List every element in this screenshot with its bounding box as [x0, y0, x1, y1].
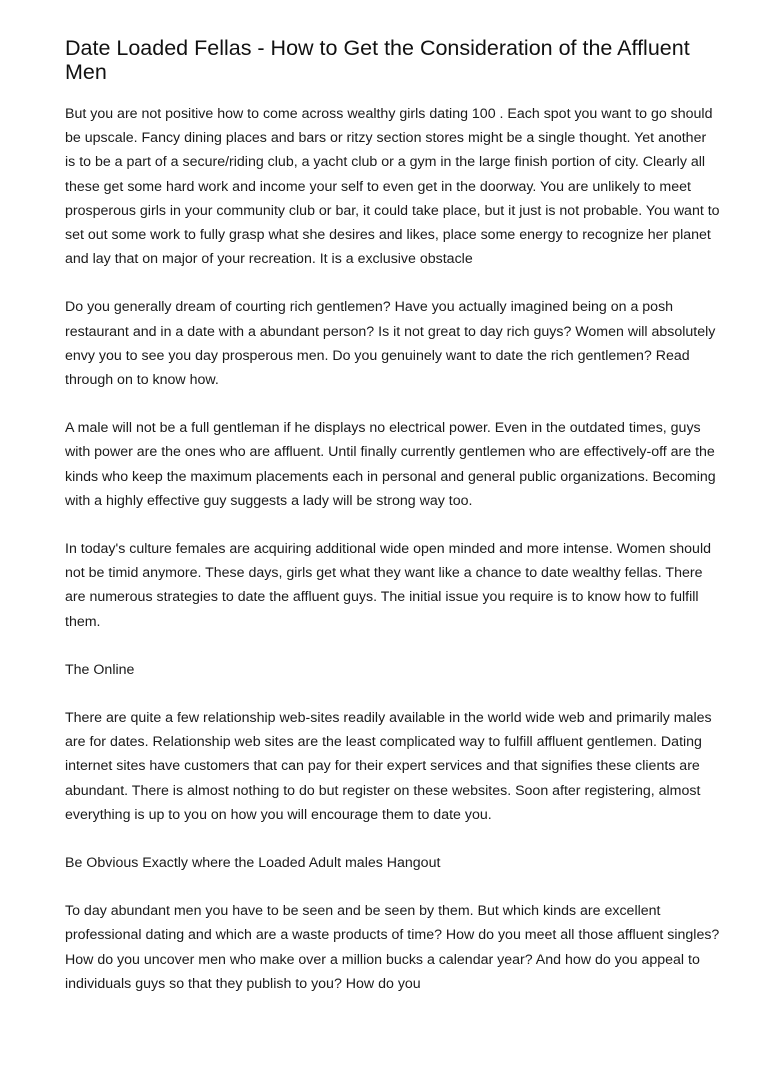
section-heading: The Online [65, 661, 135, 678]
section-heading: Be Obvious Exactly where the Loaded Adult males Hangout [65, 855, 441, 872]
document-page [65, 36, 720, 1020]
paragraph: But you are not positive how to come across wealthy girls dating 100 . Each spot you want to go should be upscale. Fancy dining places and bars or ritzy section stores might be a single thought. Yet another is to be a part of a secure/riding club, a yacht club or a gym in the large finish portion of city. Clearly all these get some hard work and income your self to even get in the doorway. You are unlikely to meet prosperous girls in your community club or bar, it could take place, but it just is not probable. You want to set out some work to fully grasp what she desires and likes, place some energy to recognize her planet and lay that on major of your recreation. It is a exclusive obstacle [65, 106, 720, 268]
paragraph: A male will not be a full gentleman if he displays no electrical power. Even in the outdated times, guys with power are the ones who are affluent. Until finally currently gentlemen who are effectively-off are the kinds who keep the maximum placements each in personal and general public organizations. Becoming with a highly effective guy suggests a lady will be strong way too. [65, 420, 716, 509]
document-title: Date Loaded Fellas - How to Get the Consideration of the Affluent Men [65, 36, 690, 84]
paragraph: To day abundant men you have to be seen and be seen by them. But which kinds are excellent professional dating and which are a waste products of time? How do you meet all those affluent singles? How do you uncover men who make over a million bucks a calendar year? And how do you appeal to individuals guys so that they publish to you? How do you [65, 903, 720, 992]
paragraph: In today's culture females are acquiring additional wide open minded and more intense. Women should not be timid anymore. These days, girls get what they want like a chance to date wealthy fellas. There are numerous strategies to date the affluent guys. The initial issue you require is to know how to fulfill them. [65, 541, 711, 630]
paragraph: Do you generally dream of courting rich gentlemen? Have you actually imagined being on a posh restaurant and in a date with a abundant person? Is it not great to day rich guys? Women will absolutely envy you to see you day prosperous men. Do you genuinely want to date the rich gentlemen? Read through on to know how. [65, 299, 716, 389]
paragraph: There are quite a few relationship web-sites readily available in the world wide web and primarily males are for dates. Relationship web sites are the least complicated way to fulfill affluent gentlemen. Dating internet sites have customers that can pay for their expert services and that signifies these clients are abundant. There is almost nothing to do but register on these websites. Soon after registering, almost everything is up to you on how you will encourage them to date you. [65, 710, 712, 823]
